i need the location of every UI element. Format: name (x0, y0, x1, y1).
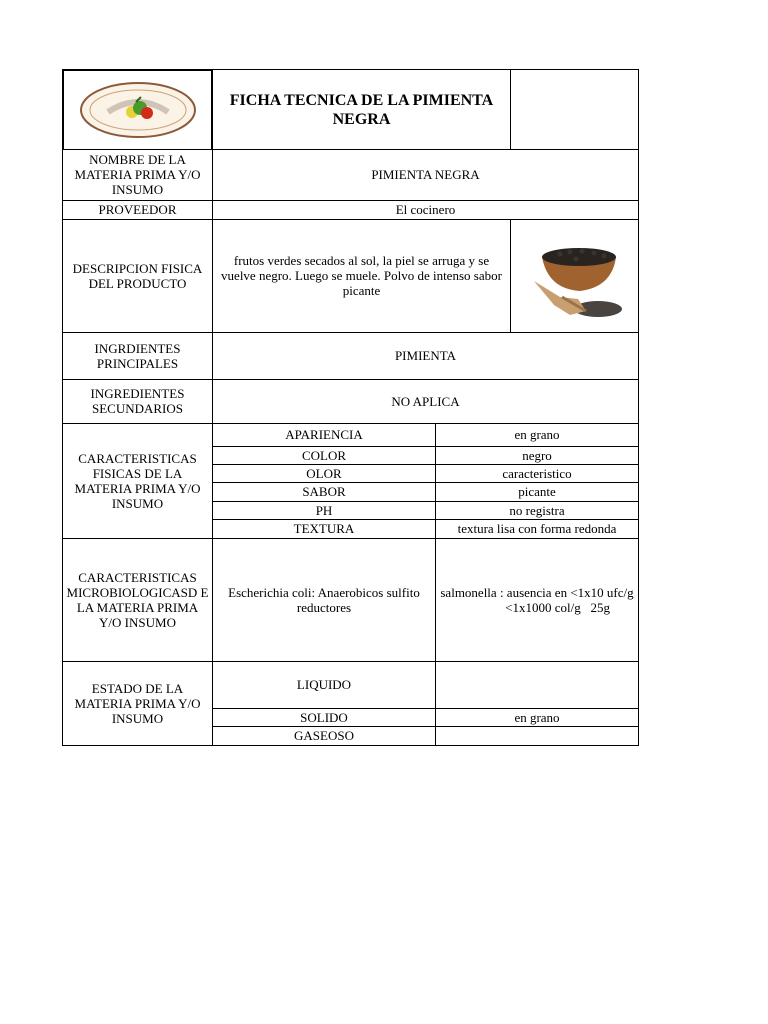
label-ingredientes-principales: INGRDIENTES PRINCIPALES (62, 332, 213, 380)
technical-sheet (62, 69, 639, 746)
estado-prop: GASEOSO (212, 726, 436, 746)
value-ingredientes-secundarios: NO APLICA (212, 379, 639, 424)
value-microbiologicas-right (435, 538, 639, 662)
fisica-prop: SABOR (212, 482, 436, 502)
estado-value (435, 726, 639, 746)
fisica-prop: TEXTURA (212, 519, 436, 539)
value-microbiologicas-left: Escherichia coli: Anaerobicos sulfito reductores (212, 538, 436, 662)
fisica-value: en grano (435, 423, 639, 447)
fisica-value: negro (435, 446, 639, 465)
estado-value (435, 661, 639, 709)
value-nombre: PIMIENTA NEGRA (212, 149, 639, 201)
label-nombre: NOMBRE DE LA MATERIA PRIMA Y/O INSUMO (62, 149, 213, 201)
estado-value: en grano (435, 708, 639, 727)
fisica-value: picante (435, 482, 639, 502)
company-logo (78, 80, 198, 140)
label-caracteristicas-fisicas: CARACTERISTICAS FISICAS DE LA MATERIA PRIMA Y/O INSUMO (62, 423, 213, 539)
fisica-value: caracteristico (435, 464, 639, 483)
micro-line-1: salmonella : ausencia en <1x10 ufc/g (440, 584, 634, 600)
black-pepper-image (520, 229, 630, 323)
fisica-value: textura lisa con forma redonda (435, 519, 639, 539)
fisica-prop: PH (212, 501, 436, 520)
logo-cell (62, 69, 213, 150)
pepper-image-cell (510, 219, 639, 333)
label-descripcion: DESCRIPCION FISICA DEL PRODUCTO (62, 219, 213, 333)
fisica-prop: APARIENCIA (212, 423, 436, 447)
page-title: FICHA TECNICA DE LA PIMIENTA NEGRA (212, 69, 511, 150)
label-estado: ESTADO DE LA MATERIA PRIMA Y/O INSUMO (62, 661, 213, 746)
label-proveedor: PROVEEDOR (62, 200, 213, 220)
estado-prop: LIQUIDO (212, 661, 436, 709)
fisica-prop: OLOR (212, 464, 436, 483)
header-empty-cell (510, 69, 639, 150)
value-proveedor: El cocinero (212, 200, 639, 220)
fisica-prop: COLOR (212, 446, 436, 465)
label-caracteristicas-microbiologicas: CARACTERISTICAS MICROBIOLOGICASD E LA MATERIA PRIMA Y/O INSUMO (62, 538, 213, 662)
estado-prop: SOLIDO (212, 708, 436, 727)
fisica-value: no registra (435, 501, 639, 520)
value-ingredientes-principales: PIMIENTA (212, 332, 639, 380)
label-ingredientes-secundarios: INGREDIENTES SECUNDARIOS (62, 379, 213, 424)
value-descripcion: frutos verdes secados al sol, la piel se arruga y se vuelve negro. Luego se muele. Polvo de intenso sabor picante (212, 219, 511, 333)
micro-line-2: <1x1000 col/g 25g (505, 599, 610, 615)
